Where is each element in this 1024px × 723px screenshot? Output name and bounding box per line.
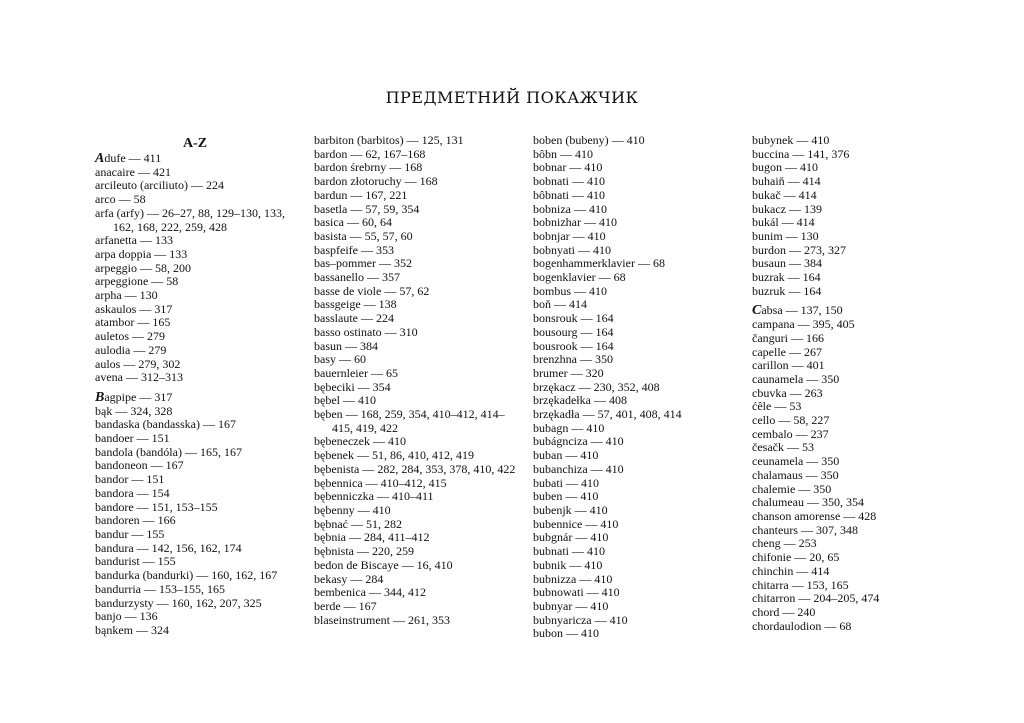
index-entry <box>314 298 524 312</box>
index-entry <box>95 597 305 611</box>
index-entry <box>752 216 962 230</box>
index-entry-text: chanson amorense — 428 <box>752 508 877 523</box>
index-entry <box>752 373 962 387</box>
index-entry-text: auletos — 279 <box>95 329 165 344</box>
index-entry-text: bonsrouk — 164 <box>533 311 614 326</box>
index-entry-text: basslaute — 224 <box>314 311 394 326</box>
index-entry <box>95 624 305 638</box>
index-entry-text: bandor — 151 <box>95 472 165 487</box>
index-entry <box>95 432 305 446</box>
index-entry-text: bardon — 62, 167–168 <box>314 146 426 161</box>
index-entry <box>95 405 305 419</box>
index-entry-text: bubennice — 410 <box>533 516 619 531</box>
index-entry-text: bandola (bandóla) — 165, 167 <box>95 444 242 459</box>
index-entry <box>752 620 962 634</box>
index-entry-text: bandoren — 166 <box>95 513 176 528</box>
index-entry <box>752 257 962 271</box>
index-entry <box>752 230 962 244</box>
index-entry-text: bekasy — 284 <box>314 571 384 586</box>
index-entry-text: bębeciki — 354 <box>314 379 391 394</box>
section-initial-letter: B <box>95 389 105 405</box>
index-entry <box>752 346 962 360</box>
index-entry-text: bandurka (bandurki) — 160, 162, 167 <box>95 568 278 583</box>
index-entry-text: basy — 60 <box>314 352 366 367</box>
index-entry <box>95 358 305 372</box>
index-entry-text: arpha — 130 <box>95 288 158 303</box>
index-entry-text: chordaulodion — 68 <box>752 618 852 633</box>
index-entry <box>95 316 305 330</box>
index-entry-text: bobnati — 410 <box>533 174 605 189</box>
index-entry <box>314 504 524 518</box>
index-entry <box>533 614 743 628</box>
index-entry-text: buccina — 141, 376 <box>752 146 850 161</box>
index-entry <box>314 518 524 532</box>
index-entry <box>752 203 962 217</box>
index-entry <box>95 391 305 405</box>
index-entry-text: basun — 384 <box>314 338 378 353</box>
index-entry-text: bubnyaricza — 410 <box>533 612 628 627</box>
index-entry <box>533 545 743 559</box>
index-entry <box>95 166 305 180</box>
index-entry-text: bąnkem — 324 <box>95 622 169 637</box>
index-entry-text: bukač — 414 <box>752 187 817 202</box>
index-entry <box>95 207 305 234</box>
index-entry-text: chitarra — 153, 165 <box>752 577 849 592</box>
index-entry-text: bobnjar — 410 <box>533 228 606 243</box>
index-entry <box>533 435 743 449</box>
index-entry <box>533 161 743 175</box>
index-entry-text: brzękadła — 57, 401, 408, 414 <box>533 407 682 422</box>
index-entry-text: bęben — 168, 259, 354, 410–412, 414–415, 419, 422 <box>314 407 505 435</box>
index-entry-text: avena — 312–313 <box>95 370 183 385</box>
index-entry-text: busaun — 384 <box>752 256 822 271</box>
index-entry-text: cello — 58, 227 <box>752 413 830 428</box>
index-entry-text: arfanetta — 133 <box>95 233 173 248</box>
index-entry <box>752 175 962 189</box>
index-entry-text: agpipe — 317 <box>104 389 173 404</box>
index-entry <box>95 528 305 542</box>
index-entry-text: carillon — 401 <box>752 358 825 373</box>
index-entry-text: bauernleier — 65 <box>314 365 398 380</box>
index-entry <box>533 559 743 573</box>
index-entry-text: čanguri — 166 <box>752 330 824 345</box>
index-entry-text: bugon — 410 <box>752 160 818 175</box>
index-entry-text: basetla — 57, 59, 354 <box>314 201 420 216</box>
index-entry-text: brumer — 320 <box>533 365 604 380</box>
index-entry <box>95 179 305 193</box>
index-entry <box>95 303 305 317</box>
index-entry-text: chalamaus — 350 <box>752 467 839 482</box>
index-entry <box>314 449 524 463</box>
index-entry <box>533 298 743 312</box>
index-entry <box>752 387 962 401</box>
index-entry-text: bombus — 410 <box>533 283 608 298</box>
index-entry <box>533 353 743 367</box>
index-column-3 <box>533 134 743 641</box>
index-entry-text: bandura — 142, 156, 162, 174 <box>95 540 242 555</box>
index-entry <box>533 490 743 504</box>
index-entry <box>95 152 305 166</box>
index-entry-text: bębel — 410 <box>314 393 376 408</box>
index-entry-text: bandore — 151, 153–155 <box>95 499 218 514</box>
index-entry <box>95 275 305 289</box>
index-entry-text: bardon śrebrny — 168 <box>314 160 423 175</box>
index-entry-text: bubnizza — 410 <box>533 571 613 586</box>
index-entry-text: basse de viole — 57, 62 <box>314 283 430 298</box>
index-entry-text: bôbn — 410 <box>533 146 593 161</box>
index-entry <box>752 565 962 579</box>
index-entry <box>752 592 962 606</box>
index-entry <box>533 573 743 587</box>
index-entry <box>314 408 524 435</box>
index-entry <box>95 234 305 248</box>
index-entry <box>95 459 305 473</box>
index-entry-text: berde — 167 <box>314 598 377 613</box>
index-entry-text: brzękadełka — 408 <box>533 393 627 408</box>
index-column-2 <box>314 134 524 627</box>
index-entry-text: arpeggione — 58 <box>95 274 179 289</box>
index-entry-text: basso ostinato — 310 <box>314 324 418 339</box>
index-entry-text: bubnik — 410 <box>533 557 603 572</box>
index-entry-text: bunim — 130 <box>752 228 819 243</box>
index-entry <box>314 134 524 148</box>
index-column-1 <box>95 134 305 638</box>
index-entry <box>533 531 743 545</box>
index-entry <box>95 473 305 487</box>
index-entry <box>533 381 743 395</box>
index-entry <box>752 455 962 469</box>
index-entry <box>533 148 743 162</box>
index-entry-text: bandurzysty — 160, 162, 207, 325 <box>95 595 262 610</box>
index-entry-text: banjo — 136 <box>95 609 158 624</box>
index-entry <box>533 449 743 463</box>
index-entry <box>752 285 962 299</box>
index-entry <box>314 203 524 217</box>
index-entry-text: bębenniczka — 410–411 <box>314 489 434 504</box>
index-entry <box>314 230 524 244</box>
index-entry-text: bandaska (bandasska) — 167 <box>95 417 236 432</box>
index-entry <box>314 367 524 381</box>
index-entry-text: basica — 60, 64 <box>314 215 392 230</box>
index-entry <box>533 394 743 408</box>
index-entry-text: buzrak — 164 <box>752 270 821 285</box>
index-entry <box>752 441 962 455</box>
index-entry <box>95 555 305 569</box>
index-entry <box>95 610 305 624</box>
index-entry-text: caunamela — 350 <box>752 371 840 386</box>
index-entry <box>533 518 743 532</box>
index-entry <box>752 537 962 551</box>
index-entry-text: bandurria — 153–155, 165 <box>95 581 225 596</box>
index-entry-text: bobnyati — 410 <box>533 242 611 257</box>
index-entry <box>95 501 305 515</box>
index-entry <box>752 606 962 620</box>
index-entry-text: blaseinstrument — 261, 353 <box>314 612 450 627</box>
index-entry-text: chanteurs — 307, 348 <box>752 522 858 537</box>
index-entry <box>95 371 305 385</box>
index-entry <box>95 583 305 597</box>
index-entry <box>95 514 305 528</box>
index-entry <box>314 244 524 258</box>
index-entry <box>533 463 743 477</box>
index-entry <box>533 408 743 422</box>
index-entry-text: bobnar — 410 <box>533 160 603 175</box>
index-entry-text: chord — 240 <box>752 604 816 619</box>
index-entry <box>95 289 305 303</box>
index-entry <box>314 161 524 175</box>
index-entry <box>533 244 743 258</box>
index-entry <box>95 542 305 556</box>
index-entry <box>752 579 962 593</box>
index-entry-text: bubnyar — 410 <box>533 598 609 613</box>
index-entry <box>95 418 305 432</box>
section-initial-letter: A <box>95 151 105 166</box>
index-entry-text: brzękacz — 230, 352, 408 <box>533 379 660 394</box>
index-entry <box>95 487 305 501</box>
index-entry <box>533 230 743 244</box>
index-entry-text: buben — 410 <box>533 489 599 504</box>
index-entry <box>533 312 743 326</box>
index-entry <box>314 463 524 477</box>
index-entry-text: arpa doppia — 133 <box>95 246 188 261</box>
index-entry <box>314 340 524 354</box>
index-entry-text: bukál — 414 <box>752 215 815 230</box>
index-entry-text: bassanello — 357 <box>314 270 400 285</box>
index-entry-text: bedon de Biscaye — 16, 410 <box>314 557 453 572</box>
index-entry-text: buzruk — 164 <box>752 283 822 298</box>
index-entry <box>752 428 962 442</box>
index-entry-text: bogenhammerklavier — 68 <box>533 256 665 271</box>
index-entry-text: bubagn — 410 <box>533 420 605 435</box>
index-entry <box>533 367 743 381</box>
index-entry <box>752 271 962 285</box>
index-entry-text: boben (bubeny) — 410 <box>533 133 645 147</box>
index-entry-text: campana — 395, 405 <box>752 317 855 332</box>
index-entry <box>533 203 743 217</box>
index-entry <box>533 627 743 641</box>
index-entry <box>752 524 962 538</box>
index-entry <box>95 262 305 276</box>
index-entry <box>314 189 524 203</box>
index-entry-text: bębennica — 410–412, 415 <box>314 475 447 490</box>
index-entry-text: cembalo — 237 <box>752 426 829 441</box>
index-entry-text: anacaire — 421 <box>95 164 171 179</box>
index-entry-text: bandur — 155 <box>95 526 165 541</box>
index-entry-text: bousourg — 164 <box>533 324 614 339</box>
index-entry <box>314 394 524 408</box>
index-entry <box>533 586 743 600</box>
index-entry <box>752 161 962 175</box>
index-entry <box>314 531 524 545</box>
index-entry-text: barbiton (barbitos) — 125, 131 <box>314 133 464 147</box>
index-entry-text: arfa (arfy) — 26–27, 88, 129–130, 133, 162, 168, 222, 259, 428 <box>95 205 285 234</box>
index-entry <box>95 248 305 262</box>
index-entry-text: ćêle — 53 <box>752 399 802 414</box>
index-entry <box>95 193 305 207</box>
index-entry-text: burdon — 273, 327 <box>752 242 846 257</box>
index-entry <box>314 353 524 367</box>
index-entry <box>533 326 743 340</box>
index-entry-text: buban — 410 <box>533 448 599 463</box>
index-entry <box>533 600 743 614</box>
index-entry-text: česačk — 53 <box>752 440 814 455</box>
index-entry-text: bembenica — 344, 412 <box>314 585 426 600</box>
index-entry <box>752 189 962 203</box>
index-entry <box>752 414 962 428</box>
index-entry <box>95 569 305 583</box>
index-entry <box>314 614 524 628</box>
index-entry <box>314 175 524 189</box>
index-entry-text: bobniza — 410 <box>533 201 607 216</box>
index-entry-text: bębnia — 284, 411–412 <box>314 530 430 545</box>
index-entry-text: cbuvka — 263 <box>752 385 823 400</box>
index-entry <box>752 332 962 346</box>
index-entry-text: capelle — 267 <box>752 344 822 359</box>
index-entry-text: bandoer — 151 <box>95 431 170 446</box>
index-entry <box>533 257 743 271</box>
index-entry <box>752 304 962 318</box>
index-entry-text: bubágnciza — 410 <box>533 434 624 449</box>
index-entry <box>533 175 743 189</box>
index-entry <box>314 148 524 162</box>
index-entry <box>314 216 524 230</box>
index-entry <box>752 510 962 524</box>
index-entry-text: bandoneon — 167 <box>95 458 184 473</box>
index-entry <box>314 312 524 326</box>
index-entry-text: bardon złotoruchy — 168 <box>314 174 438 189</box>
index-entry <box>95 330 305 344</box>
index-entry <box>752 318 962 332</box>
index-entry-text: baspfeife — 353 <box>314 242 394 257</box>
index-entry <box>314 559 524 573</box>
index-entry <box>314 573 524 587</box>
index-entry-text: arco — 58 <box>95 192 146 207</box>
index-entry-text: bębnista — 220, 259 <box>314 544 414 559</box>
index-entry-text: aulodia — 279 <box>95 342 167 357</box>
index-entry-text: askaulos — 317 <box>95 301 173 316</box>
index-entry-text: cheng — 253 <box>752 536 817 551</box>
index-entry-text: bardun — 167, 221 <box>314 187 408 202</box>
index-entry-text: ceunamela — 350 <box>752 454 840 469</box>
index-entry-text: bębenek — 51, 86, 410, 412, 419 <box>314 448 474 463</box>
index-entry-text: bębenista — 282, 284, 353, 378, 410, 422 <box>314 461 516 476</box>
index-entry <box>533 216 743 230</box>
index-entry-text: bubanchiza — 410 <box>533 461 624 476</box>
index-entry-text: bębeneczek — 410 <box>314 434 406 449</box>
index-entry-text: absa — 137, 150 <box>761 303 843 318</box>
index-entry <box>752 359 962 373</box>
index-entry <box>314 490 524 504</box>
index-entry <box>314 381 524 395</box>
index-entry-text: bębnać — 51, 282 <box>314 516 402 531</box>
index-entry <box>314 326 524 340</box>
index-entry-text: bogenklavier — 68 <box>533 270 626 285</box>
index-entry <box>752 483 962 497</box>
index-entry-text: chalemie — 350 <box>752 481 832 496</box>
index-entry-text: bubnati — 410 <box>533 544 605 559</box>
index-entry <box>95 344 305 358</box>
index-entry <box>533 285 743 299</box>
index-entry-text: buhaiň — 414 <box>752 174 821 189</box>
index-entry-text: bubgnár — 410 <box>533 530 609 545</box>
index-entry-text: arpeggio — 58, 200 <box>95 260 191 275</box>
index-entry <box>533 477 743 491</box>
index-entry-text: chifonie — 20, 65 <box>752 550 840 565</box>
index-entry <box>752 469 962 483</box>
index-entry-text: chitarron — 204–205, 474 <box>752 591 880 606</box>
index-entry-text: basista — 55, 57, 60 <box>314 228 413 243</box>
index-entry <box>314 257 524 271</box>
index-entry <box>95 446 305 460</box>
index-entry <box>752 244 962 258</box>
index-entry-text: bubati — 410 <box>533 475 599 490</box>
index-entry-text: bubynek — 410 <box>752 133 830 147</box>
index-entry <box>533 271 743 285</box>
index-entry <box>314 586 524 600</box>
index-entry <box>533 504 743 518</box>
index-entry-text: dufe — 411 <box>104 151 162 165</box>
index-entry-text: bubon — 410 <box>533 626 599 641</box>
index-entry <box>314 600 524 614</box>
index-entry <box>533 134 743 148</box>
index-entry <box>752 134 962 148</box>
index-entry <box>533 340 743 354</box>
index-entry-text: bôbnati — 410 <box>533 187 605 202</box>
index-entry <box>752 551 962 565</box>
index-entry-text: bas–pommer — 352 <box>314 256 412 271</box>
index-entry-text: chinchin — 414 <box>752 563 830 578</box>
index-entry-text: arcileuto (arciliuto) — 224 <box>95 178 224 193</box>
index-entry-text: bubnowati — 410 <box>533 585 620 600</box>
index-entry <box>533 189 743 203</box>
index-entry <box>752 400 962 414</box>
index-entry <box>533 422 743 436</box>
index-column-4 <box>752 134 962 633</box>
index-entry-text: boň — 414 <box>533 297 587 312</box>
index-entry-text: bandora — 154 <box>95 485 170 500</box>
index-entry-text: brenzhna — 350 <box>533 352 613 367</box>
index-entry-text: bassgeige — 138 <box>314 297 397 312</box>
index-entry <box>314 545 524 559</box>
index-entry-text: bousrook — 164 <box>533 338 614 353</box>
index-entry-text: bąk — 324, 328 <box>95 403 173 418</box>
index-entry-text: bukacz — 139 <box>752 201 822 216</box>
index-entry <box>752 496 962 510</box>
section-initial-letter: C <box>752 303 762 319</box>
index-entry-text: bandurist — 155 <box>95 554 176 569</box>
index-entry <box>314 271 524 285</box>
index-entry <box>314 477 524 491</box>
index-entry <box>314 435 524 449</box>
section-heading: A-Z <box>182 136 208 151</box>
index-entry <box>752 148 962 162</box>
index-entry-text: bobnizhar — 410 <box>533 215 617 230</box>
page-title: ПРЕДМЕТНИЙ ПОКАЖЧИК <box>385 88 639 107</box>
index-entry-text: atambor — 165 <box>95 315 171 330</box>
index-entry-text: chalumeau — 350, 354 <box>752 495 864 510</box>
index-entry-text: bubenjk — 410 <box>533 502 608 517</box>
index-entry <box>314 285 524 299</box>
index-entry-text: bębenny — 410 <box>314 502 391 517</box>
index-entry-text: aulos — 279, 302 <box>95 356 181 371</box>
